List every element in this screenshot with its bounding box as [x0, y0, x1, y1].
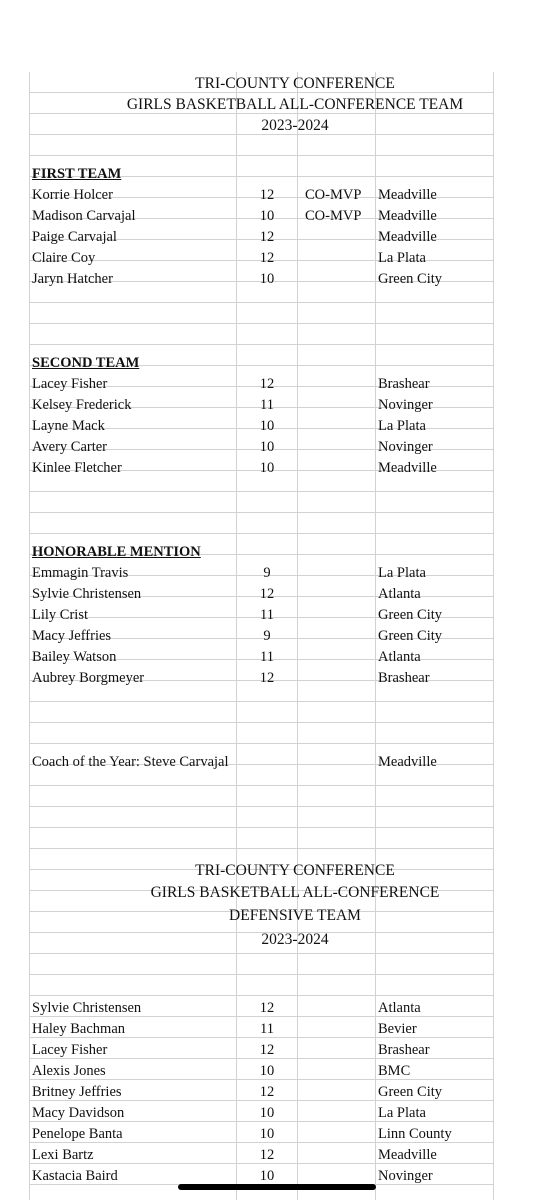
player-school: Brashear — [378, 376, 430, 392]
player-school: Green City — [378, 271, 443, 287]
player-school: La Plata — [378, 1105, 426, 1121]
player-award: CO-MVP — [305, 208, 362, 224]
player-school: Atlanta — [378, 649, 421, 665]
player-grade: 12 — [259, 670, 275, 686]
player-grade: 10 — [259, 1126, 275, 1142]
grid-column-line — [493, 72, 494, 1200]
season-year: 2023-2024 — [261, 931, 329, 948]
conference-title: TRI-COUNTY CONFERENCE — [195, 862, 395, 879]
player-school: La Plata — [378, 565, 426, 581]
player-school: Brashear — [378, 1042, 430, 1058]
honorable-mention-heading: HONORABLE MENTION — [32, 544, 201, 560]
player-school: BMC — [378, 1063, 411, 1079]
player-name: Kinlee Fletcher — [32, 460, 122, 476]
player-school: Meadville — [378, 460, 437, 476]
player-school: La Plata — [378, 250, 426, 266]
player-name: Avery Carter — [32, 439, 108, 455]
player-school: Linn County — [378, 1126, 452, 1142]
player-name: Lacey Fisher — [32, 1042, 108, 1058]
player-name: Britney Jeffries — [32, 1084, 122, 1100]
player-school: Green City — [378, 628, 443, 644]
player-school: Meadville — [378, 187, 437, 203]
team-title: GIRLS BASKETBALL ALL-CONFERENCE — [150, 884, 440, 901]
coach-of-the-year: Coach of the Year: Steve Carvajal — [32, 754, 229, 770]
player-school: Novinger — [378, 439, 433, 455]
coach-school: Meadville — [378, 754, 437, 770]
player-school: Meadville — [378, 208, 437, 224]
player-name: Emmagin Travis — [32, 565, 129, 581]
player-grade: 12 — [259, 1084, 275, 1100]
player-name: Macy Davidson — [32, 1105, 125, 1121]
player-school: Bevier — [378, 1021, 417, 1037]
grid-column-line — [236, 72, 237, 1200]
player-school: Novinger — [378, 1168, 433, 1184]
player-grade: 9 — [263, 565, 271, 581]
player-grade: 10 — [259, 460, 275, 476]
player-name: Layne Mack — [32, 418, 105, 434]
player-school: Atlanta — [378, 586, 421, 602]
player-school: Brashear — [378, 670, 430, 686]
player-name: Macy Jeffries — [32, 628, 112, 644]
player-grade: 10 — [259, 1168, 275, 1184]
team-subtitle: DEFENSIVE TEAM — [229, 907, 361, 924]
player-school: Green City — [378, 1084, 443, 1100]
player-award: CO-MVP — [305, 187, 362, 203]
player-grade: 12 — [259, 1000, 275, 1016]
player-grade: 10 — [259, 1105, 275, 1121]
first-team-heading: FIRST TEAM — [32, 166, 122, 182]
grid-column-line — [29, 72, 30, 1200]
player-grade: 10 — [259, 439, 275, 455]
player-grade: 12 — [259, 1147, 275, 1163]
player-school: Novinger — [378, 397, 433, 413]
player-grade: 10 — [259, 271, 275, 287]
player-grade: 10 — [259, 1063, 275, 1079]
player-grade: 9 — [263, 628, 271, 644]
player-name: Sylvie Christensen — [32, 1000, 142, 1016]
team-title: GIRLS BASKETBALL ALL-CONFERENCE TEAM — [126, 96, 464, 113]
player-grade: 11 — [260, 1021, 274, 1037]
player-name: Madison Carvajal — [32, 208, 136, 224]
player-name: Bailey Watson — [32, 649, 117, 665]
player-grade: 12 — [259, 586, 275, 602]
player-name: Claire Coy — [32, 250, 96, 266]
player-school: Atlanta — [378, 1000, 421, 1016]
home-indicator[interactable] — [178, 1184, 376, 1190]
player-name: Sylvie Christensen — [32, 586, 142, 602]
player-school: Meadville — [378, 229, 437, 245]
player-grade: 12 — [259, 229, 275, 245]
player-grade: 11 — [260, 397, 274, 413]
second-team-heading: SECOND TEAM — [32, 355, 140, 371]
player-name: Lacey Fisher — [32, 376, 108, 392]
season-year: 2023-2024 — [261, 117, 329, 134]
player-grade: 12 — [259, 376, 275, 392]
player-name: Jaryn Hatcher — [32, 271, 113, 287]
grid-column-line — [375, 72, 376, 1200]
player-grade: 11 — [260, 649, 274, 665]
player-name: Kastacia Baird — [32, 1168, 118, 1184]
player-grade: 10 — [259, 208, 275, 224]
player-grade: 12 — [259, 187, 275, 203]
player-name: Lily Crist — [32, 607, 88, 623]
player-name: Paige Carvajal — [32, 229, 117, 245]
player-name: Kelsey Frederick — [32, 397, 132, 413]
player-name: Korrie Holcer — [32, 187, 113, 203]
player-name: Lexi Bartz — [32, 1147, 94, 1163]
player-grade: 11 — [260, 607, 274, 623]
player-name: Penelope Banta — [32, 1126, 123, 1142]
player-grade: 12 — [259, 1042, 275, 1058]
player-grade: 12 — [259, 250, 275, 266]
player-grade: 10 — [259, 418, 275, 434]
grid-column-line — [297, 72, 298, 1200]
conference-title: TRI-COUNTY CONFERENCE — [195, 75, 395, 92]
player-school: La Plata — [378, 418, 426, 434]
player-name: Aubrey Borgmeyer — [32, 670, 145, 686]
player-school: Green City — [378, 607, 443, 623]
player-name: Alexis Jones — [32, 1063, 106, 1079]
player-school: Meadville — [378, 1147, 437, 1163]
player-name: Haley Bachman — [32, 1021, 126, 1037]
